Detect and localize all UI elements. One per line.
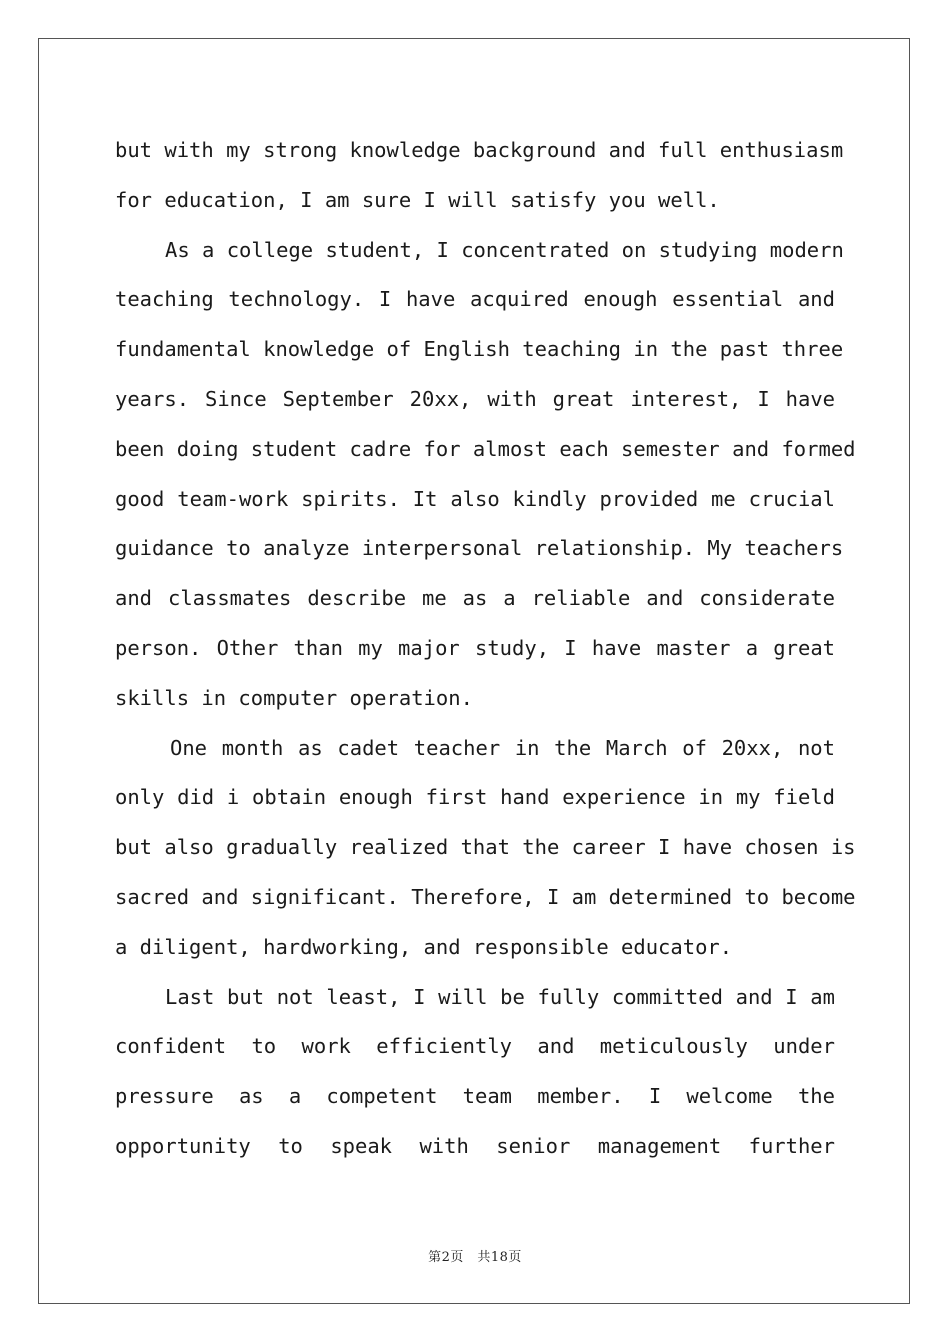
text-line: guidance to analyze interpersonal relationship. My teachers: [115, 536, 844, 561]
text-line: good team-work spirits. It also kindly provided me crucial: [115, 486, 835, 511]
text-line: for education, I am sure I will satisfy you well.: [115, 187, 720, 212]
text-line: but also gradually realized that the career I have chosen is: [115, 835, 856, 860]
text-line: but with my strong knowledge background and full enthusiasm: [115, 138, 844, 162]
paragraph-first-line: Last but not least, I will be fully committed and I am: [165, 984, 835, 1009]
text-line: confident to work efficiently and meticulously under: [115, 1034, 835, 1059]
text-line: a diligent, hardworking, and responsible educator.: [115, 934, 733, 959]
text-line: person. Other than my major study, I have master a great: [115, 635, 835, 660]
text-line: teaching technology. I have acquired enough essential and: [115, 287, 835, 312]
text-line: sacred and significant. Therefore, I am determined to become: [115, 884, 856, 909]
text-line: only did i obtain enough first hand experience in my field: [115, 785, 835, 810]
paragraph-first-line: As a college student, I concentrated on studying modern: [165, 237, 844, 262]
text-line: and classmates describe me as a reliable and considerate: [115, 586, 835, 611]
text-line: been doing student cadre for almost each semester and formed: [115, 436, 856, 461]
page-number-footer: 第2页 共18页: [428, 1250, 522, 1265]
text-line: fundamental knowledge of English teaching in the past three: [115, 337, 844, 362]
text-line: years. Since September 20xx, with great interest, I have: [115, 386, 835, 411]
paragraph-first-line: One month as cadet teacher in the March of 20xx, not: [170, 735, 835, 760]
text-line: skills in computer operation.: [115, 685, 473, 710]
document-body: [115, 126, 856, 1172]
text-line: pressure as a competent team member. I welcome the: [115, 1084, 835, 1109]
text-line: opportunity to speak with senior management further: [115, 1133, 835, 1158]
